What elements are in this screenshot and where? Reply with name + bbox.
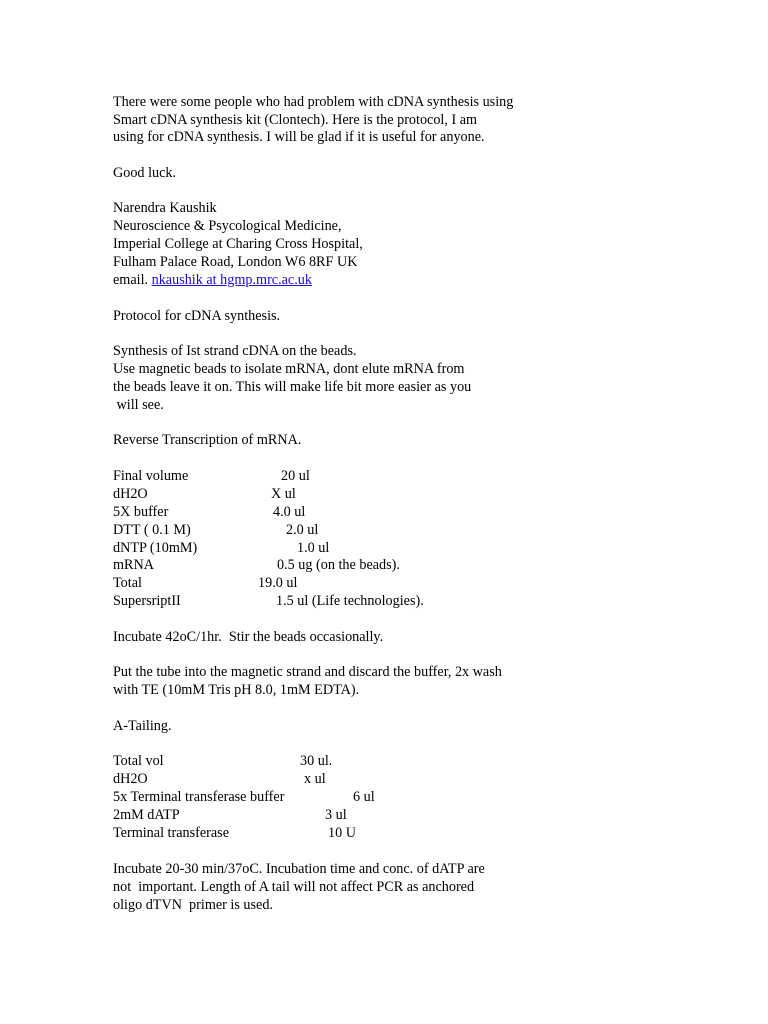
- atail-row-label: 2mM dATP: [113, 807, 180, 823]
- atail-row-value: 3 ul: [325, 807, 347, 823]
- email-link[interactable]: nkaushik at hgmp.mrc.ac.uk: [151, 271, 312, 288]
- rt-row-value: X ul: [271, 486, 296, 502]
- atail-row-label: dH2O: [113, 771, 148, 787]
- good-luck-text: Good luck.: [113, 164, 177, 181]
- wash-line: with TE (10mM Tris pH 8.0, 1mM EDTA).: [113, 682, 360, 698]
- rt-title: Reverse Transcription of mRNA.: [113, 432, 302, 448]
- incubate-atail-line: not important. Length of A tail will not affect PCR as anchored: [113, 878, 475, 895]
- author-address: Fulham Palace Road, London W6 8RF UK: [113, 253, 358, 270]
- atail-row-value: x ul: [304, 771, 326, 787]
- first-strand-line: will see.: [113, 396, 164, 413]
- atail-row-label: Terminal transferase: [113, 825, 229, 841]
- author-name: Narendra Kaushik: [113, 200, 217, 216]
- rt-row-value: 20 ul: [281, 468, 310, 484]
- author-institution: Imperial College at Charing Cross Hospital,: [113, 236, 363, 252]
- atail-row-value: 10 U: [328, 825, 356, 841]
- email-label: email.: [113, 271, 152, 288]
- rt-row-value: 1.5 ul (Life technologies).: [276, 593, 424, 609]
- incubate-atail-line: oligo dTVN primer is used.: [113, 896, 273, 913]
- rt-row-value: 2.0 ul: [286, 521, 319, 538]
- author-email-line: [113, 272, 312, 290]
- rt-row-label: SupersriptII: [113, 593, 181, 609]
- atail-row-label: Total vol: [113, 753, 164, 769]
- wash-line: Put the tube into the magnetic strand and discard the buffer, 2x wash: [113, 664, 502, 680]
- rt-row-label: dNTP (10mM): [113, 539, 198, 556]
- author-dept: Neuroscience & Psycological Medicine,: [113, 218, 342, 234]
- intro-line: using for cDNA synthesis. I will be glad if it is useful for anyone.: [113, 129, 485, 145]
- atail-row-label: 5x Terminal transferase buffer: [113, 789, 285, 805]
- first-strand-line: Synthesis of Ist strand cDNA on the beads.: [113, 342, 357, 359]
- atail-row-value: 30 ul.: [300, 753, 333, 769]
- first-strand-line: Use magnetic beads to isolate mRNA, dont elute mRNA from: [113, 360, 465, 377]
- rt-row-value: 1.0 ul: [297, 539, 330, 556]
- protocol-title: Protocol for cDNA synthesis.: [113, 307, 281, 324]
- incubate-rt-text: Incubate 42oC/1hr. Stir the beads occasionally.: [113, 628, 384, 645]
- rt-row-label: DTT ( 0.1 M): [113, 521, 191, 538]
- rt-row-value: 19.0 ul: [258, 574, 298, 591]
- rt-row-value: 4.0 ul: [273, 503, 306, 520]
- atail-row-value: 6 ul: [353, 789, 375, 805]
- rt-row-label: mRNA: [113, 557, 154, 573]
- rt-row-label: Final volume: [113, 468, 189, 484]
- atail-title: A-Tailing.: [113, 717, 172, 734]
- intro-line: Smart cDNA synthesis kit (Clontech). Here is the protocol, I am: [113, 111, 478, 128]
- intro-line: There were some people who had problem with cDNA synthesis using: [113, 94, 514, 110]
- rt-row-label: Total: [113, 574, 142, 591]
- first-strand-line: the beads leave it on. This will make life bit more easier as you: [113, 378, 472, 395]
- incubate-atail-line: Incubate 20-30 min/37oC. Incubation time and conc. of dATP are: [113, 860, 485, 877]
- rt-row-value: 0.5 ug (on the beads).: [277, 557, 400, 573]
- rt-row-label: dH2O: [113, 486, 148, 502]
- rt-row-label: 5X buffer: [113, 503, 169, 520]
